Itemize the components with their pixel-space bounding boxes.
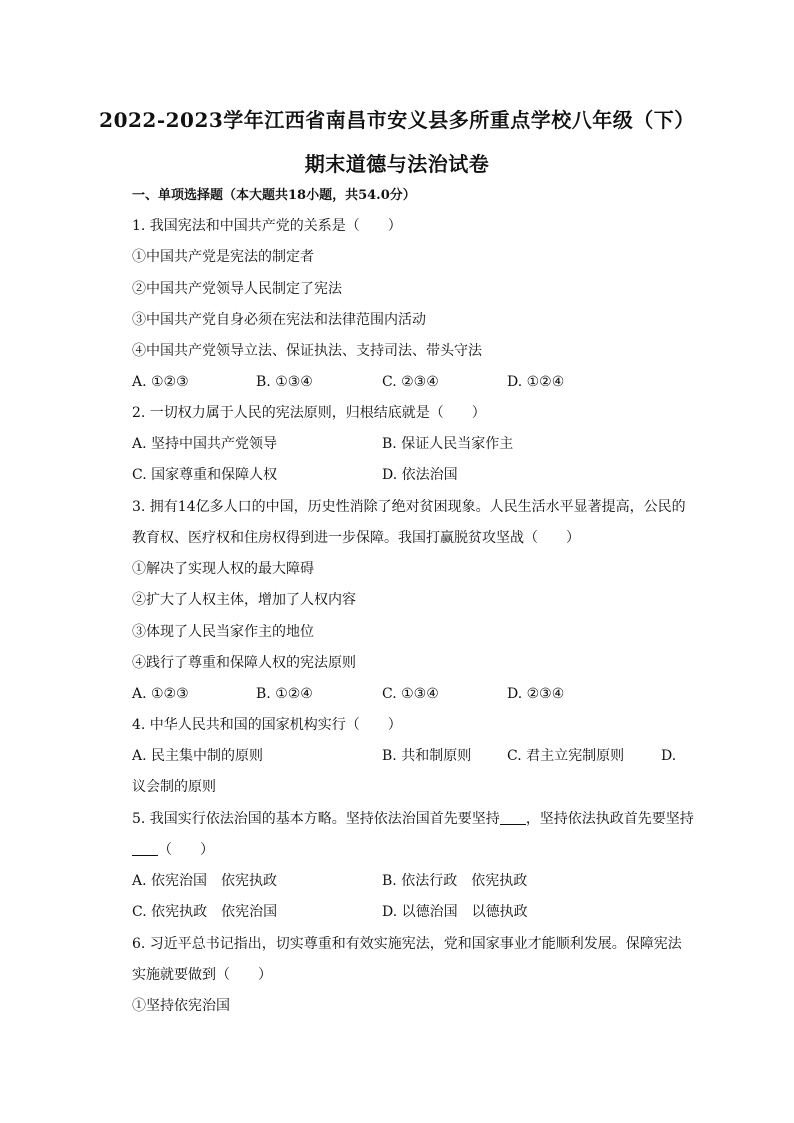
q3-statement-2: ②扩大了人权主体，增加了人权内容 <box>132 592 356 608</box>
q2-option-a[interactable]: A. 坚持中国共产党领导 <box>132 436 278 452</box>
q4-stem: 4. 中华人民共和国的国家机构实行（ ） <box>132 717 402 733</box>
q5-option-b[interactable]: B. 依法行政 依宪执政 <box>382 873 528 889</box>
q1-option-b[interactable]: B. ①③④ <box>256 374 313 390</box>
q1-option-d[interactable]: D. ①②④ <box>507 374 565 390</box>
section-header: 一、单项选择题（本大题共18小题，共54.0分） <box>132 188 416 203</box>
q1-option-c[interactable]: C. ②③④ <box>382 374 439 390</box>
q3-stem-line2: 教育权、医疗权和住房权得到进一步保障。我国打赢脱贫攻坚战（ ） <box>132 530 580 546</box>
q1-statement-3: ③中国共产党自身必须在宪法和法律范围内活动 <box>132 312 426 328</box>
q1-stem: 1. 我国宪法和中国共产党的关系是（ ） <box>132 218 402 234</box>
q2-stem: 2. 一切权力属于人民的宪法原则，归根结底就是（ ） <box>132 405 486 421</box>
q3-option-c[interactable]: C. ①③④ <box>382 686 439 702</box>
q2-option-d[interactable]: D. 依法治国 <box>382 467 458 483</box>
q3-statement-3: ③体现了人民当家作主的地位 <box>132 624 314 640</box>
exam-title-line2: 期末道德与法治试卷 <box>304 152 490 176</box>
q2-option-c[interactable]: C. 国家尊重和保障人权 <box>132 467 278 483</box>
q5-blank-1 <box>500 810 526 825</box>
q5-blank-2 <box>132 841 158 856</box>
q5-option-a[interactable]: A. 依宪治国 依宪执政 <box>132 873 278 889</box>
q4-option-c[interactable]: C. 君主立宪制原则 <box>507 748 625 764</box>
q5-option-c[interactable]: C. 依宪执政 依宪治国 <box>132 904 278 920</box>
q6-stem-line1: 6. 习近平总书记指出，切实尊重和有效实施宪法，党和国家事业才能顺利发展。保障宪法 <box>132 936 682 952</box>
q5-stem-part-a: 5. 我国实行依法治国的基本方略。坚持依法治国首先要坚持 <box>132 811 500 827</box>
q6-stem-line2: 实施就要做到（ ） <box>132 967 272 983</box>
q1-statement-1: ①中国共产党是宪法的制定者 <box>132 249 314 265</box>
q4-option-a[interactable]: A. 民主集中制的原则 <box>132 748 264 764</box>
q4-option-b[interactable]: B. 共和制原则 <box>382 748 472 764</box>
q5-stem-line1 <box>132 809 694 829</box>
q6-statement-1: ①坚持依宪治国 <box>132 998 230 1014</box>
q1-option-a[interactable]: A. ①②③ <box>132 374 189 390</box>
q5-stem-part-c: （ ） <box>158 842 214 858</box>
q3-option-a[interactable]: A. ①②③ <box>132 686 189 702</box>
q3-stem-line1: 3. 拥有14亿多人口的中国，历史性消除了绝对贫困现象。人民生活水平显著提高，公民的 <box>132 499 686 515</box>
exam-title-line1: 2022-2023学年江西省南昌市安义县多所重点学校八年级（下） <box>99 108 695 132</box>
q4-option-d[interactable]: D. <box>661 748 677 764</box>
q3-statement-1: ①解决了实现人权的最大障碍 <box>132 561 314 577</box>
q1-statement-2: ②中国共产党领导人民制定了宪法 <box>132 281 342 297</box>
q5-option-d[interactable]: D. 以德治国 以德执政 <box>382 904 528 920</box>
q3-statement-4: ④践行了尊重和保障人权的宪法原则 <box>132 655 356 671</box>
q3-option-d[interactable]: D. ②③④ <box>507 686 565 702</box>
q4-option-d-continuation: 议会制的原则 <box>132 779 216 795</box>
q1-statement-4: ④中国共产党领导立法、保证执法、支持司法、带头守法 <box>132 343 482 359</box>
q5-stem-part-b: ，坚持依法执政首先要坚持 <box>525 811 694 827</box>
q2-option-b[interactable]: B. 保证人民当家作主 <box>382 436 514 452</box>
q5-stem-line2 <box>132 840 214 860</box>
q3-option-b[interactable]: B. ①②④ <box>256 686 313 702</box>
